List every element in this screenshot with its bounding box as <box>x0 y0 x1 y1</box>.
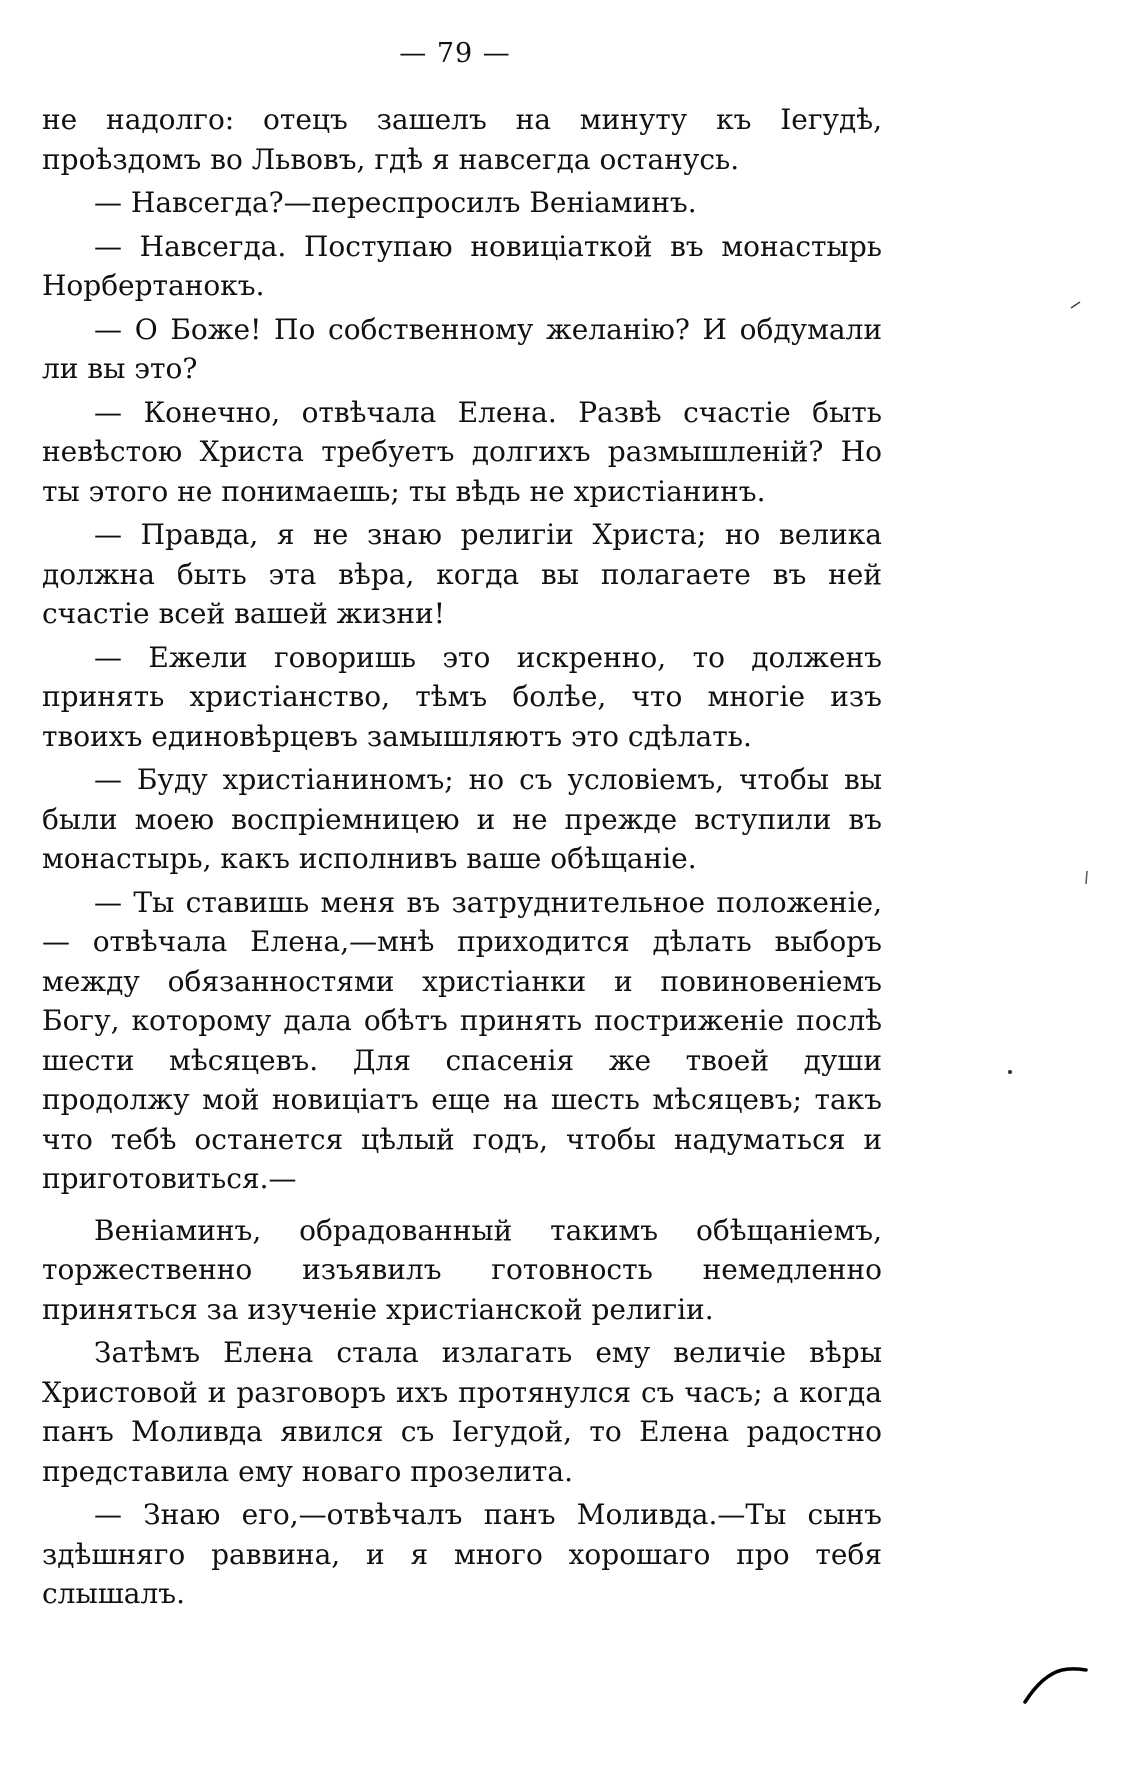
paragraph-7: — Ежели говоришь это искренно, то долженъ принять христіанство, тѣмъ болѣе, что многіе изъ твоихъ единовѣрцевъ замышляютъ это сдѣлать. <box>42 640 882 753</box>
paragraph-2: — Навсегда?—переспросилъ Веніаминъ. <box>94 186 697 219</box>
paragraph-10: Веніаминъ, обрадованный такимъ обѣщаніемъ, торжественно изъявилъ готовность немедленно приняться за изученіе христіанской религіи. <box>42 1213 882 1326</box>
paragraph-3: — Навсегда. Поступаю новиціаткой въ монастырь Норбертанокъ. <box>42 229 882 302</box>
pen-stroke-mark <box>1022 1660 1088 1706</box>
paragraph-4: — О Боже! По собственному желанію? И обдумали ли вы это? <box>42 312 882 385</box>
paragraph-6: — Правда, я не знаю религіи Христа; но велика должна быть эта вѣра, когда вы полагаете въ ней счастіе всей вашей жизни! <box>42 518 882 630</box>
paragraph-11: Затѣмъ Елена стала излагать ему величіе вѣры Христовой и разговоръ ихъ протянулся съ часъ; а когда панъ Моливда явился съ Iегудой, то Елена радостно представила ему новаго прозелита. <box>42 1336 882 1488</box>
speck-mark <box>1070 300 1082 310</box>
speck-mark <box>1006 1068 1014 1076</box>
body-text <box>42 100 882 1614</box>
paragraph-5: — Конечно, отвѣчала Елена. Развѣ счастіе быть невѣстою Христа требуетъ долгихъ размышленій? Но ты этого не понимаешь; ты вѣдь не христіанинъ. <box>42 395 882 508</box>
paragraph-1: не надолго: отецъ зашелъ на минуту къ Iегудѣ, проѣздомъ во Львовъ, гдѣ я навсегда останусь. <box>42 103 882 176</box>
paragraph-12: — Знаю его,—отвѣчалъ панъ Моливда.—Ты сынъ здѣшняго раввина, и я много хорошаго про тебя слышалъ. <box>42 1498 882 1610</box>
paragraph-8: — Буду христіаниномъ; но съ условіемъ, чтобы вы были моею воспріемницею и не прежде вступили въ монастырь, какъ исполнивъ ваше обѣщаніе. <box>42 763 882 875</box>
paragraph-9: — Ты ставишь меня въ затруднительное положеніе,— отвѣчала Елена,—мнѣ приходится дѣлать выборъ между обязанностями христіанки и повиновеніемъ Богу, которому дала обѣтъ принять постриженіе послѣ шести мѣсяцевъ. Для спасенія же твоей души продолжу мой новиціатъ еще на шесть мѣсяцевъ; такъ что тебѣ останется цѣлый годъ, чтобы надуматься и приготовиться.— <box>42 885 882 1195</box>
speck-mark <box>1082 870 1092 886</box>
page-number: — 79 — <box>399 38 511 69</box>
